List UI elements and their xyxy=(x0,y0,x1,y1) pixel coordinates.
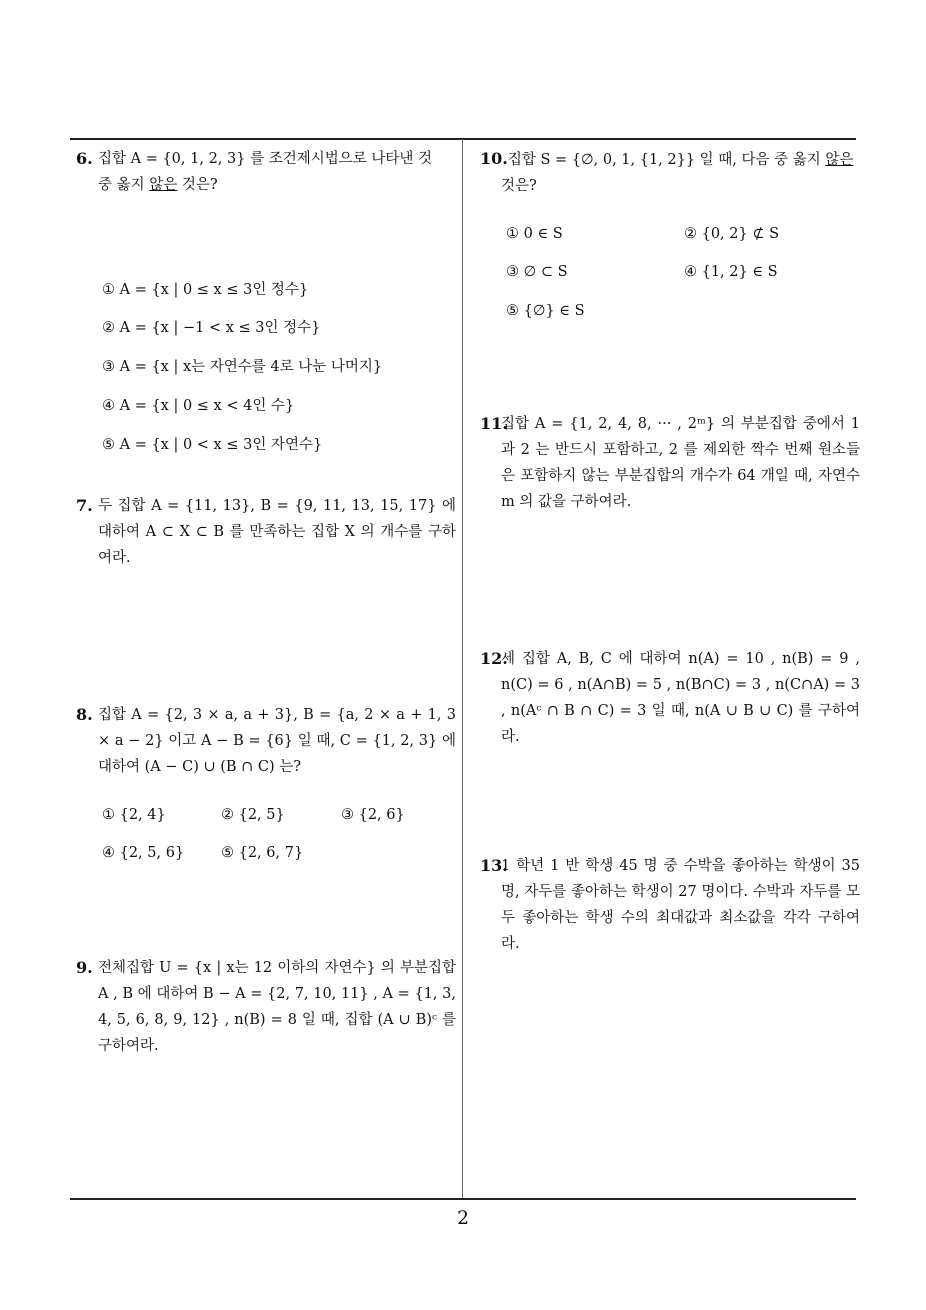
choice-4[interactable]: ④ {1, 2} ∈ S xyxy=(684,264,778,280)
problem-12 xyxy=(480,646,860,750)
text-part: 것은? xyxy=(177,177,218,193)
choice-4[interactable]: ④ A = {x | 0 ≤ x < 4인 수} xyxy=(102,398,295,414)
choice-5[interactable]: ⑤ {2, 6, 7} xyxy=(221,845,304,861)
problem-text xyxy=(480,646,860,750)
choice-3[interactable]: ③ A = {x | x는 자연수를 4로 나눈 나머지} xyxy=(102,359,383,375)
problem-number: 9. xyxy=(76,958,93,977)
answer-choices xyxy=(480,199,860,319)
problem-number: 7. xyxy=(76,496,93,515)
problem-text: 두 집합 A = {11, 13}, B = {9, 11, 13, 15, 17} 에 대하여 A ⊂ X ⊂ B 를 만족하는 집합 X 의 개수를 구하여라. xyxy=(98,498,456,566)
choice-1[interactable]: ① A = {x | 0 ≤ x ≤ 3인 정수} xyxy=(102,282,309,298)
bottom-rule xyxy=(70,1198,856,1200)
problem-body: 1 학년 1 반 학생 45 명 중 수박을 좋아하는 학생이 35 명, 자두를 좋아하는 학생이 27 명이다. 수박과 자두를 모두 좋아하는 학생 수의 최대값과 최소값을 각각 구하여라. xyxy=(501,858,860,952)
problem-6 xyxy=(76,146,456,453)
column-divider xyxy=(462,139,463,1198)
choice-2[interactable]: ② {0, 2} ⊄ S xyxy=(684,226,780,242)
choice-1[interactable]: ① 0 ∈ S xyxy=(506,226,563,242)
problem-number: 6. xyxy=(76,149,93,168)
choice-5[interactable]: ⑤ {∅} ∈ S xyxy=(506,303,585,319)
text-part: 집합 S = {∅, 0, 1, {1, 2}} 일 때, 다음 중 옳지 xyxy=(507,152,826,168)
question-line-1: 집합 A = {0, 1, 2, 3} 를 조건제시법으로 나타낸 것 xyxy=(98,151,432,167)
choice-5[interactable]: ⑤ A = {x | 0 < x ≤ 3인 자연수} xyxy=(102,437,323,453)
underlined-word: 않은 xyxy=(149,177,178,193)
problem-body: 세 집합 A, B, C 에 대하여 n(A) = 10 , n(B) = 9 , n(C) = 6 , n(A∩B) = 5 , n(B∩C) = 3 , n(C∩A) = 3 , n(Aᶜ ∩ B ∩ C) = 3 일 때, n(A ∪ B ∪ C) 를 구하여라. xyxy=(501,651,860,745)
problem-13 xyxy=(480,853,860,957)
problem-body: 집합 A = {1, 2, 4, 8, ··· , 2ᵐ} 의 부분집합 중에서 1 과 2 는 반드시 포함하고, 2 를 제외한 짝수 번째 원소들은 포함하지 않는 부분집합의 개수가 64 개일 때, 자연수 m 의 값을 구하여라. xyxy=(501,416,860,510)
problem-number: 12. xyxy=(480,649,508,668)
page-number: 2 xyxy=(456,1207,470,1229)
problem-number: 11. xyxy=(480,414,508,433)
answer-choices xyxy=(76,780,456,860)
problem-number: 8. xyxy=(76,705,93,724)
problem-text xyxy=(480,853,860,957)
choice-2[interactable]: ② A = {x | −1 < x ≤ 3인 정수} xyxy=(102,320,321,336)
problem-9 xyxy=(76,955,456,1059)
problem-10 xyxy=(480,146,860,319)
question-line-2: 것은? xyxy=(501,178,537,194)
choice-4[interactable]: ④ {2, 5, 6} xyxy=(102,845,185,861)
choice-2[interactable]: ② {2, 5} xyxy=(221,807,285,823)
problem-number: 13. xyxy=(480,856,508,875)
choice-3[interactable]: ③ ∅ ⊂ S xyxy=(506,264,568,280)
choice-1[interactable]: ① {2, 4} xyxy=(102,807,166,823)
question-line-2 xyxy=(98,172,456,198)
problem-7 xyxy=(76,493,456,571)
answer-choices xyxy=(76,198,456,453)
question-line-1 xyxy=(480,146,860,173)
underlined-word: 않은 xyxy=(825,152,854,168)
choice-3[interactable]: ③ {2, 6} xyxy=(341,807,405,823)
problem-text xyxy=(76,146,456,198)
problem-number: 10. xyxy=(480,149,508,168)
text-part: 중 옳지 xyxy=(98,177,150,193)
problem-8 xyxy=(76,702,456,860)
problem-text xyxy=(480,411,860,515)
problem-text: 전체집합 U = {x | x는 12 이하의 자연수} 의 부분집합 A , B 에 대하여 B − A = {2, 7, 10, 11} , A = {1, 3, 4, 5, 6, 8, 9, 12} , n(B) = 8 일 때, 집합 (A ∪ B)ᶜ 를 구하여라. xyxy=(98,960,456,1054)
problem-11 xyxy=(480,411,860,515)
problem-text: 집합 A = {2, 3 × a, a + 3}, B = {a, 2 × a + 1, 3 × a − 2} 이고 A − B = {6} 일 때, C = {1, 2, 3} 에 대하여 (A − C) ∪ (B ∩ C) 는? xyxy=(98,707,456,775)
